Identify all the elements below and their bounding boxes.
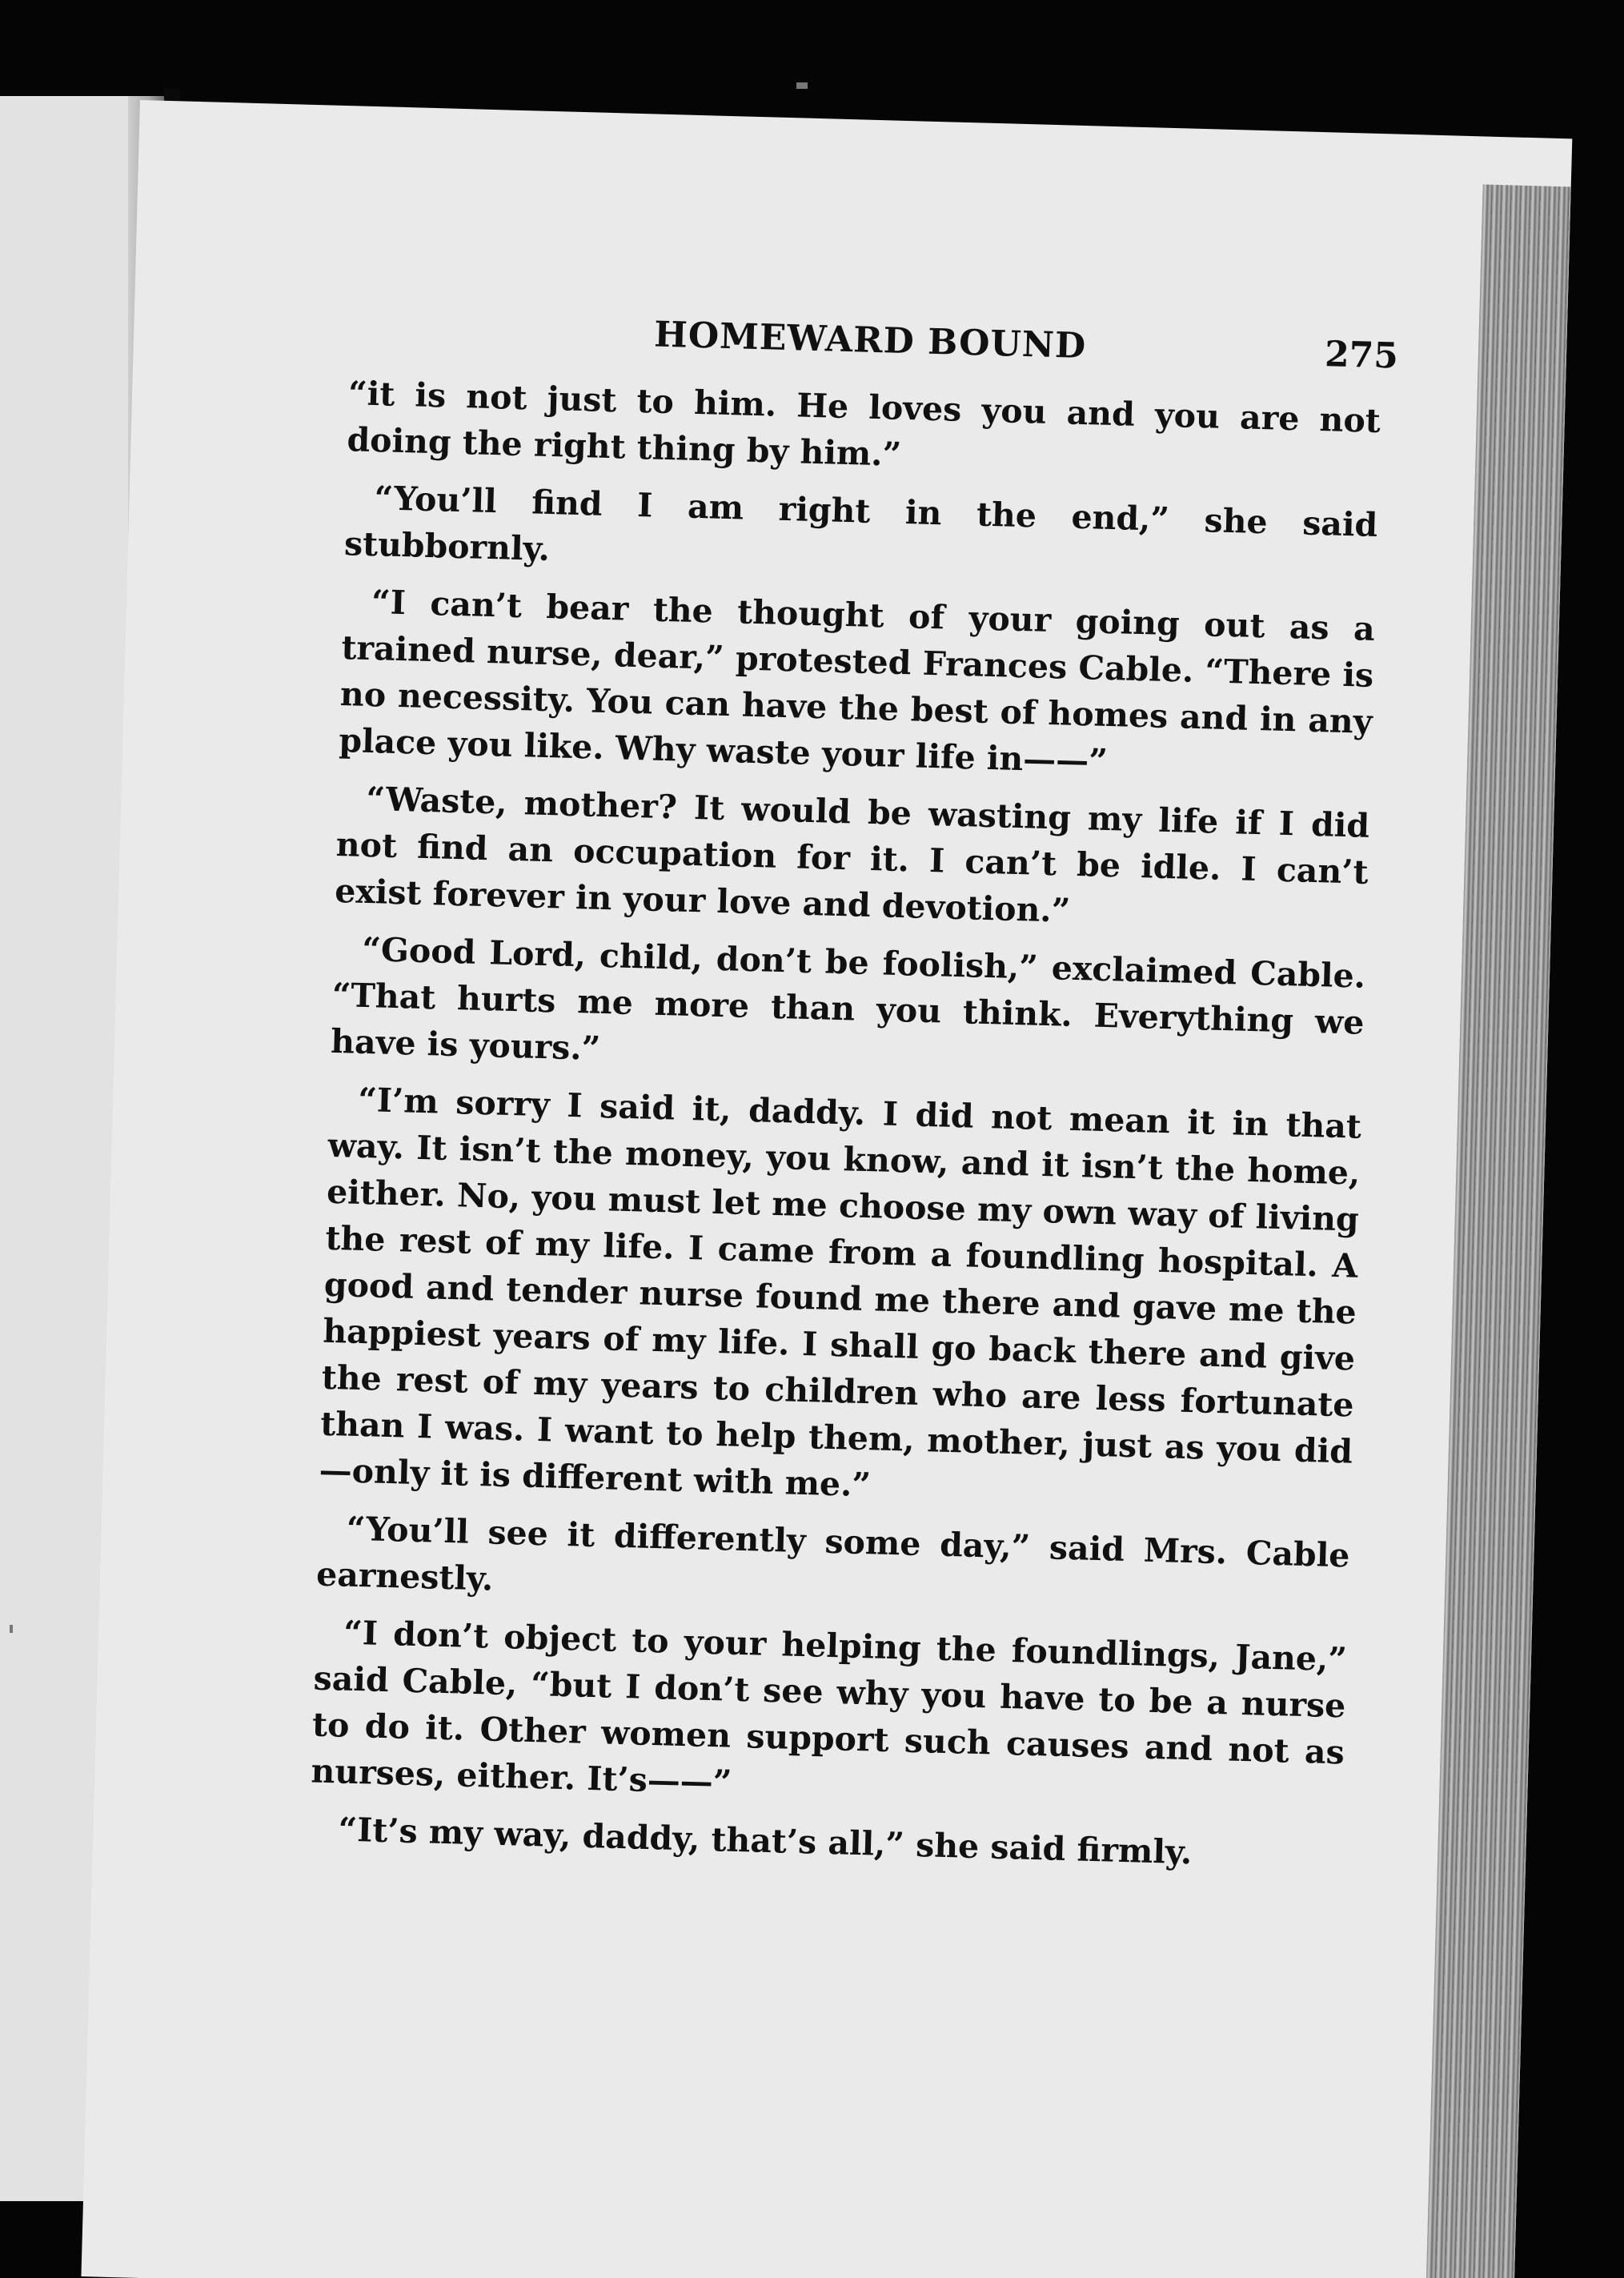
page-number: 275 <box>1324 334 1399 377</box>
paragraph: “You’ll find I am right in the end,” she said stubbornly. <box>343 479 1378 569</box>
running-head-title: HOMEWARD BOUND <box>653 314 1087 367</box>
paragraph: “I’m sorry I said it, daddy. I did not mean it in that way. It isn’t the money, you know, and it isn’t the home, either. No, you must let me choose my own way of living the rest of my life. I came from a foundling hospital. A good and tender nurse found me there and gave me the happiest years of my life. I shall go back there and give the rest of my years to children who are less fortunate than I was. I want to help them, mother, just as you did—only it is different with me.” <box>319 1080 1362 1505</box>
paragraph: “Waste, mother? It would be wasting my life if I did not find an occupation for it. I can’t be idle. I can’t exist forever in your love and devotion.” <box>334 779 1370 930</box>
paragraph: “I don’t object to your helping the foundlings, Jane,” said Cable, “but I don’t see why you have to be a nurse to do it. Other women support such causes and not as nurses, either. It’s——” <box>310 1613 1348 1802</box>
paragraph: “It’s my way, daddy, that’s all,” she said firmly. <box>338 1810 1193 1872</box>
paragraph: “You’ll see it differently some day,” said Mrs. Cable earnestly. <box>315 1509 1351 1598</box>
paragraph: “it is not just to him. He loves you and you are not doing the right thing by him.” <box>346 374 1381 474</box>
book-page <box>81 100 1572 2278</box>
scan-speck <box>10 1625 13 1633</box>
paragraph: “Good Lord, child, don’t be foolish,” exclaimed Cable. “That hurts me more than you think. Everything we have is yours.” <box>330 929 1366 1068</box>
page-content <box>309 306 1399 1891</box>
paragraph: “I can’t bear the thought of your going out as a trained nurse, dear,” protested Frances Cable. “There is no necessity. You can have the best of homes and in any place you like. Why waste your life in——” <box>338 583 1376 780</box>
scan-speck <box>796 82 808 89</box>
page-stack-edges <box>1426 184 1571 2278</box>
